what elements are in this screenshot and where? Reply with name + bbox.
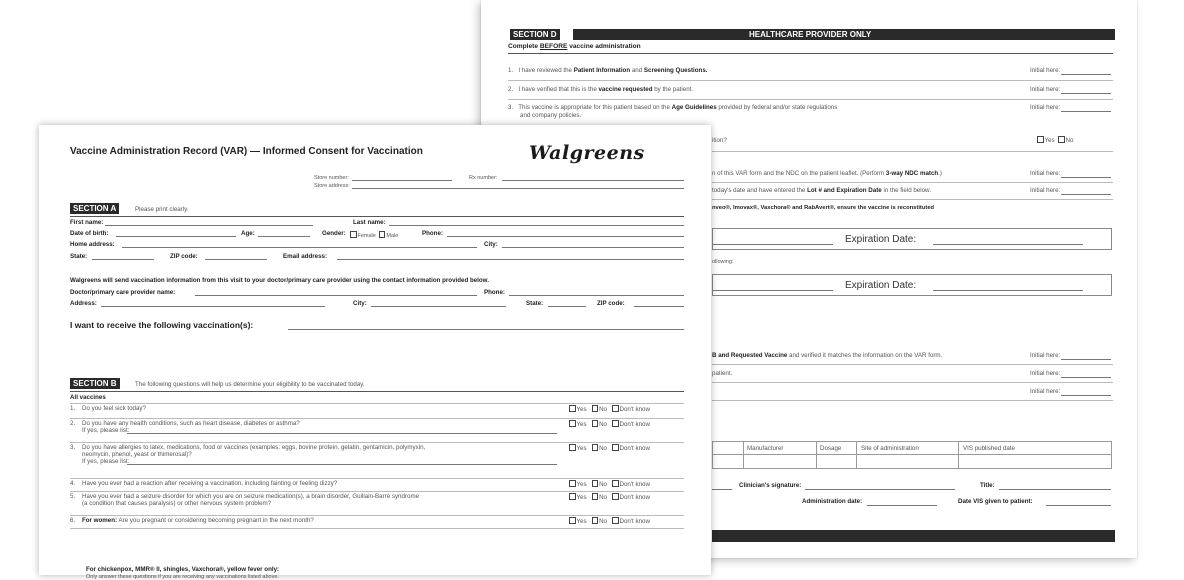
signature-prefix-field[interactable] bbox=[712, 489, 732, 490]
section-b-label: SECTION B bbox=[70, 378, 120, 389]
rx-number-field[interactable] bbox=[502, 180, 684, 181]
divider bbox=[508, 99, 1113, 100]
administration-date-field[interactable] bbox=[867, 505, 937, 506]
chickenpox-heading: For chickenpox, MMR® II, shingles, Vaxchora®, yellow fever only: bbox=[86, 566, 280, 573]
gender-checkboxes[interactable]: Female Male bbox=[350, 231, 398, 239]
yes-checkbox-label: Yes bbox=[576, 445, 587, 452]
answer-checkboxes[interactable] bbox=[569, 444, 650, 452]
dob-label: Date of birth: bbox=[70, 230, 109, 237]
zip-label: ZIP code: bbox=[170, 253, 198, 260]
dob-field[interactable] bbox=[116, 236, 236, 237]
doctor-address-label: Address: bbox=[70, 300, 97, 307]
divider bbox=[70, 515, 684, 516]
question-number: 5. bbox=[70, 493, 76, 500]
divider bbox=[712, 199, 1113, 200]
section-d-subheading: Complete BEFORE vaccine administration bbox=[508, 43, 641, 50]
section-d-header: HEALTHCARE PROVIDER ONLY bbox=[749, 30, 872, 39]
expiration-date-label-2: Expiration Date: bbox=[845, 280, 917, 291]
doctor-state-label: State: bbox=[526, 300, 544, 307]
doctor-phone-field[interactable] bbox=[509, 295, 684, 296]
state-label: State: bbox=[70, 253, 88, 260]
doctor-zip-label: ZIP code: bbox=[597, 300, 625, 307]
clinician-signature-label: Clinician's signature: bbox=[739, 482, 802, 489]
section-d-label: SECTION D bbox=[510, 29, 560, 40]
no-checkbox[interactable] bbox=[592, 480, 599, 487]
no-checkbox[interactable] bbox=[1058, 136, 1065, 143]
yes-no-checkboxes[interactable]: Yes No bbox=[1037, 136, 1073, 144]
question-line-1: Do you have any health conditions, such as heart disease, diabetes or asthma? bbox=[82, 420, 300, 427]
initial-field-5[interactable] bbox=[1061, 177, 1111, 178]
administration-table bbox=[712, 441, 1112, 469]
phone-label: Phone: bbox=[422, 230, 443, 237]
initial-field-6[interactable] bbox=[1061, 194, 1111, 195]
initial-field-10[interactable] bbox=[1061, 395, 1111, 396]
yes-checkbox-label: Yes bbox=[576, 494, 587, 501]
dont-know-checkbox[interactable] bbox=[612, 480, 619, 487]
yes-checkbox[interactable] bbox=[569, 405, 576, 412]
yes-checkbox[interactable] bbox=[1037, 136, 1044, 143]
doctor-name-field[interactable] bbox=[195, 295, 477, 296]
no-checkbox-label: No bbox=[599, 445, 608, 452]
divider bbox=[70, 418, 684, 419]
dont-know-checkbox-label: Don't know bbox=[619, 406, 650, 413]
chickenpox-subtext: Only answer these questions if you are receiving any vaccinations listed above. bbox=[86, 574, 279, 580]
question-text bbox=[82, 444, 425, 451]
send-info-statement: Walgreens will send vaccination information from this visit to your doctor/primary care provider using the contact information provided below. bbox=[70, 277, 489, 284]
divider bbox=[70, 491, 684, 492]
doctor-city-label: City: bbox=[353, 300, 367, 307]
vis-date-label: Date VIS given to patient: bbox=[958, 498, 1033, 505]
dont-know-checkbox[interactable] bbox=[612, 493, 619, 500]
answer-checkboxes[interactable] bbox=[569, 517, 650, 525]
doctor-address-field[interactable] bbox=[101, 306, 325, 307]
provider-item-2: 2. I have verified that this is the vaccine requested by the patient. bbox=[508, 86, 694, 93]
divider bbox=[712, 382, 1113, 383]
lot-expiration-box-1 bbox=[712, 228, 1112, 250]
vis-date-field[interactable] bbox=[1046, 505, 1111, 506]
no-checkbox-label: No bbox=[599, 518, 608, 525]
question-line-1: Do you have allergies to latex, medications, food or vaccines (examples: eggs, bovine protein, gelatin, gentamicin, polymyxin, bbox=[82, 444, 426, 451]
question-line-2: If yes, please list: bbox=[82, 427, 130, 434]
first-name-field[interactable] bbox=[105, 225, 313, 226]
list-field[interactable] bbox=[127, 464, 557, 465]
title-label: Title: bbox=[980, 482, 995, 489]
question-line-1: Have you ever had a reaction after receiving a vaccination, including fainting or feeling dizzy? bbox=[82, 480, 338, 487]
no-checkbox[interactable] bbox=[592, 444, 599, 451]
question-line-3: If yes, please list: bbox=[82, 458, 130, 465]
gender-label: Gender: bbox=[322, 230, 346, 237]
yes-checkbox[interactable] bbox=[569, 420, 576, 427]
section-a-page bbox=[39, 125, 711, 580]
doctor-city-field[interactable] bbox=[371, 306, 506, 307]
yes-checkbox[interactable] bbox=[569, 493, 576, 500]
divider bbox=[508, 53, 1113, 54]
lot-number-field-2[interactable] bbox=[713, 290, 833, 291]
store-number-field[interactable] bbox=[352, 180, 452, 181]
no-checkbox[interactable] bbox=[592, 493, 599, 500]
last-name-label: Last name: bbox=[353, 219, 386, 226]
dont-know-checkbox-label: Don't know bbox=[619, 481, 650, 488]
initial-here-2: Initial here: bbox=[1030, 86, 1061, 93]
yes-checkbox-label: Yes bbox=[576, 481, 587, 488]
initial-field-1[interactable] bbox=[1061, 74, 1111, 75]
question-line-1: Do you feel sick today? bbox=[82, 405, 146, 412]
yes-checkbox[interactable] bbox=[569, 480, 576, 487]
initial-here-6: Initial here: bbox=[1030, 187, 1061, 194]
age-label: Age: bbox=[241, 230, 255, 237]
question-line-1: Are you pregnant or considering becoming pregnant in the next month? bbox=[117, 517, 314, 524]
next-section-bar bbox=[712, 530, 1115, 542]
question-text bbox=[82, 405, 146, 412]
doctor-phone-label: Phone: bbox=[484, 289, 505, 296]
provider-item-6: today's date and have entered the Lot # and Expiration Date in the field below. bbox=[712, 187, 931, 194]
divider bbox=[70, 478, 684, 479]
initial-here-9: Initial here: bbox=[1030, 370, 1061, 377]
question-bold-prefix: For women: bbox=[82, 517, 118, 524]
divider bbox=[712, 364, 1113, 365]
row-divider bbox=[713, 454, 1111, 455]
state-field[interactable] bbox=[92, 259, 154, 260]
expiration-date-field-2[interactable] bbox=[933, 290, 1083, 291]
section-a-instruction: Please print clearly. bbox=[135, 206, 189, 213]
initial-here-10: Initial here: bbox=[1030, 388, 1061, 395]
question-line-2: (a condition that causes paralysis) or other nervous system problem? bbox=[82, 500, 272, 507]
initial-here-5: Initial here: bbox=[1030, 170, 1061, 177]
following-label: ollowing: bbox=[712, 259, 734, 265]
question-number: 3. bbox=[70, 444, 76, 451]
divider bbox=[70, 528, 684, 529]
question-number: 1. bbox=[70, 405, 76, 412]
email-label: Email address: bbox=[283, 253, 328, 260]
initial-field-2[interactable] bbox=[1061, 93, 1111, 94]
administration-date-label: Administration date: bbox=[802, 498, 863, 505]
walgreens-logo: Walgreens bbox=[529, 142, 645, 164]
expiration-date-label-1: Expiration Date: bbox=[845, 234, 917, 245]
divider bbox=[712, 151, 1113, 152]
doctor-name-label: Doctor/primary care provider name: bbox=[70, 289, 176, 296]
lot-expiration-box-2 bbox=[712, 274, 1112, 296]
initial-field-8[interactable] bbox=[1061, 359, 1111, 360]
divider bbox=[712, 182, 1113, 183]
city-label: City: bbox=[484, 241, 498, 248]
question-line-2: neomycin, phenol, yeast or thimerosal)? bbox=[82, 451, 192, 458]
doctor-zip-field[interactable] bbox=[634, 306, 684, 307]
answer-checkboxes[interactable] bbox=[569, 420, 650, 428]
no-checkbox-label: No bbox=[599, 406, 608, 413]
first-name-label: First name: bbox=[70, 219, 104, 226]
dont-know-checkbox[interactable] bbox=[612, 517, 619, 524]
yes-checkbox[interactable] bbox=[569, 517, 576, 524]
table-header-manufacturer: Manufacturer bbox=[747, 445, 784, 452]
question-number: 6. bbox=[70, 517, 76, 524]
table-header-site: Site of administration bbox=[861, 445, 919, 452]
table-header-dosage: Dosage bbox=[820, 445, 842, 452]
male-checkbox[interactable] bbox=[379, 231, 386, 238]
store-address-field[interactable] bbox=[352, 188, 684, 189]
divider bbox=[70, 442, 684, 443]
dont-know-checkbox[interactable] bbox=[612, 405, 619, 412]
home-address-field[interactable] bbox=[122, 247, 477, 248]
table-header-vis-date: VIS published date bbox=[963, 445, 1015, 452]
divider bbox=[70, 216, 684, 217]
question-line-1: Have you ever had a seizure disorder for which you are on seizure medication(s), a brain disorder, Guillain-Barré syndrome bbox=[82, 493, 420, 500]
column-divider bbox=[743, 442, 744, 468]
yes-checkbox-label: Yes bbox=[576, 406, 587, 413]
provider-item-9: patient. bbox=[712, 370, 733, 377]
vaccination-request-field[interactable] bbox=[288, 329, 684, 330]
last-name-field[interactable] bbox=[389, 225, 684, 226]
divider bbox=[508, 80, 1113, 81]
initial-field-3[interactable] bbox=[1061, 111, 1111, 112]
initial-field-9[interactable] bbox=[1061, 377, 1111, 378]
no-checkbox[interactable] bbox=[592, 405, 599, 412]
answer-checkboxes[interactable] bbox=[569, 480, 650, 488]
dont-know-checkbox-label: Don't know bbox=[619, 421, 650, 428]
no-checkbox-label: No bbox=[599, 494, 608, 501]
clinician-signature-field[interactable] bbox=[805, 489, 955, 490]
female-checkbox[interactable] bbox=[350, 231, 357, 238]
divider bbox=[70, 391, 684, 392]
column-divider bbox=[958, 442, 959, 468]
divider bbox=[70, 403, 684, 404]
lot-number-field-1[interactable] bbox=[713, 244, 833, 245]
question-text bbox=[82, 420, 300, 427]
yes-checkbox[interactable] bbox=[569, 444, 576, 451]
section-b-instruction: The following questions will help us determine your eligibility to be vaccinated today. bbox=[135, 381, 365, 388]
dont-know-checkbox[interactable] bbox=[612, 420, 619, 427]
dont-know-checkbox[interactable] bbox=[612, 444, 619, 451]
initial-here-1: Initial here: bbox=[1030, 67, 1061, 74]
initial-here-3: Initial here: bbox=[1030, 104, 1061, 111]
no-checkbox-label: No bbox=[599, 421, 608, 428]
all-vaccines-heading: All vaccines bbox=[70, 394, 106, 401]
yes-checkbox-label: Yes bbox=[576, 518, 587, 525]
yes-checkbox-label: Yes bbox=[576, 421, 587, 428]
phone-field[interactable] bbox=[447, 236, 684, 237]
question-number: 2. bbox=[70, 420, 76, 427]
question-number: 4. bbox=[70, 480, 76, 487]
provider-item-8: B and Requested Vaccine and verified it matches the information on the VAR form. bbox=[712, 352, 943, 359]
provider-item-3: 3. This vaccine is appropriate for this patient based on the Age Guidelines provided by federal and/or state regulations bbox=[508, 104, 838, 111]
provider-item-5: n of this VAR form and the NDC on the patient leaflet. (Perform 3-way NDC match.) bbox=[712, 170, 942, 177]
city-field[interactable] bbox=[502, 247, 684, 248]
section-d-header-bar bbox=[573, 29, 1115, 40]
provider-item-3-line2: and company policies. bbox=[520, 112, 582, 119]
question-text bbox=[82, 493, 419, 500]
expiration-date-field-1[interactable] bbox=[933, 244, 1083, 245]
dont-know-checkbox-label: Don't know bbox=[619, 518, 650, 525]
question-text bbox=[82, 480, 337, 487]
initial-here-8: Initial here: bbox=[1030, 352, 1061, 359]
provider-item-1: 1. I have reviewed the Patient Information and Screening Questions. bbox=[508, 67, 708, 74]
vaccination-request-label: I want to receive the following vaccination(s): bbox=[70, 320, 254, 330]
rx-number-label: Rx number: bbox=[469, 175, 498, 181]
dont-know-checkbox-label: Don't know bbox=[619, 494, 650, 501]
column-divider bbox=[856, 442, 857, 468]
no-checkbox-label: No bbox=[599, 481, 608, 488]
answer-checkboxes[interactable] bbox=[569, 493, 650, 501]
provider-item-7: nveo®, Imovax®, Vaxchora® and RabAvert®, ensure the vaccine is reconstituted bbox=[712, 205, 935, 211]
store-number-label: Store number: bbox=[314, 175, 349, 181]
section-a-label: SECTION A bbox=[70, 203, 119, 214]
dont-know-checkbox-label: Don't know bbox=[619, 445, 650, 452]
doctor-state-field[interactable] bbox=[548, 306, 586, 307]
list-field[interactable] bbox=[127, 433, 557, 434]
answer-checkboxes[interactable] bbox=[569, 405, 650, 413]
no-checkbox[interactable] bbox=[592, 420, 599, 427]
divider bbox=[712, 400, 1113, 401]
title-field[interactable] bbox=[999, 489, 1111, 490]
home-address-label: Home address: bbox=[70, 241, 115, 248]
zip-field[interactable] bbox=[205, 259, 267, 260]
provider-item-4: ition? bbox=[712, 137, 727, 144]
form-title: Vaccine Administration Record (VAR) — Informed Consent for Vaccination bbox=[70, 146, 423, 157]
column-divider bbox=[816, 442, 817, 468]
age-field[interactable] bbox=[258, 236, 310, 237]
question-text bbox=[82, 517, 314, 524]
email-field[interactable] bbox=[337, 259, 684, 260]
store-address-label: Store address: bbox=[314, 183, 350, 189]
no-checkbox[interactable] bbox=[592, 517, 599, 524]
